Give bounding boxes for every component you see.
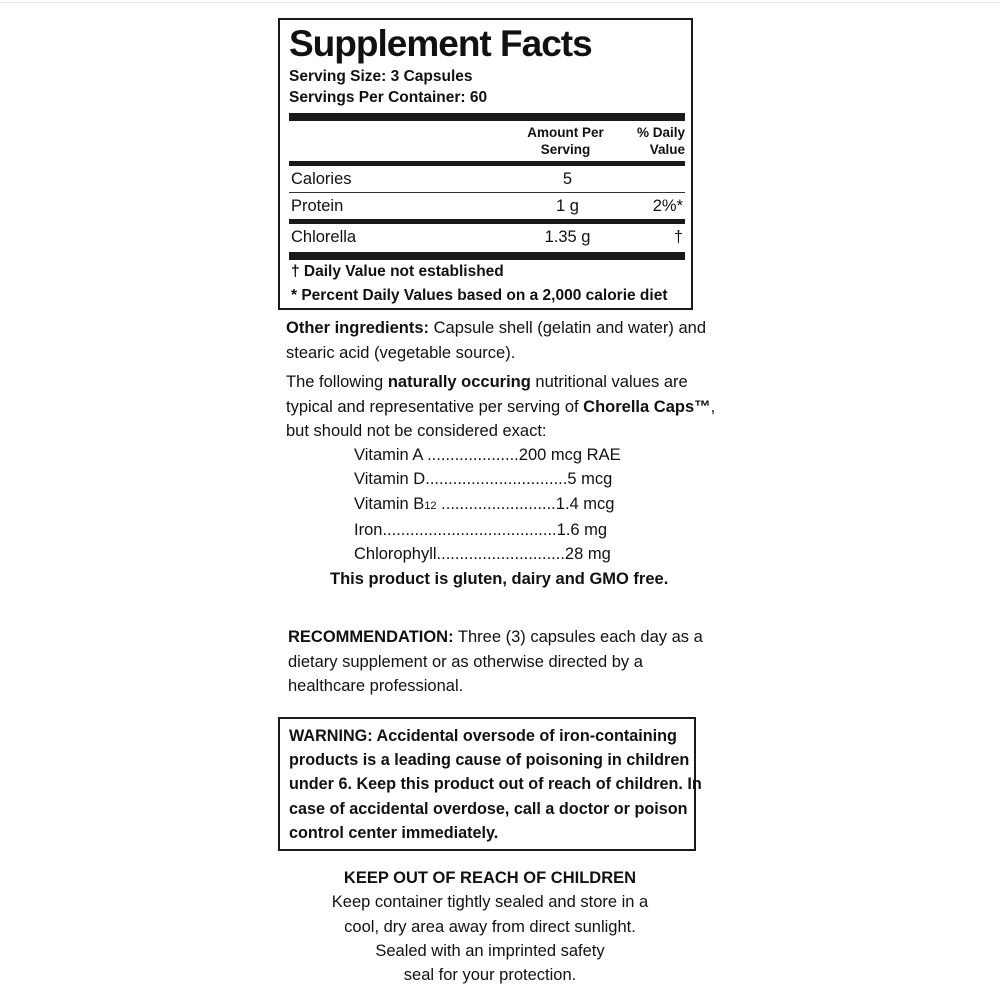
vitamin-row xyxy=(354,518,621,542)
facts-row-calories xyxy=(289,166,685,192)
keep-out-heading: KEEP OUT OF REACH OF CHILDREN xyxy=(343,869,637,887)
recommendation xyxy=(288,625,703,699)
nutrient-dv: † xyxy=(673,227,683,246)
facts-row-protein xyxy=(289,193,685,219)
note-text: The following xyxy=(286,373,388,391)
vitamin-row xyxy=(354,492,621,518)
nutrient-name: Calories xyxy=(291,169,352,188)
warning-line: under 6. Keep this product out of reach of children. In xyxy=(289,775,702,794)
vitamin-subscript: 12 xyxy=(424,499,437,512)
vitamin-value: 1.4 mcg xyxy=(555,494,615,513)
leader-dots: ...................................... xyxy=(382,520,557,539)
vitamin-list xyxy=(354,443,621,566)
vitamin-name: Vitamin A xyxy=(354,446,423,464)
storage-line: Sealed with an imprinted safety xyxy=(375,941,605,960)
vitamin-row xyxy=(354,443,621,467)
recommendation-text: Three (3) capsules each day as a xyxy=(453,628,703,646)
vitamin-name: Iron xyxy=(354,520,383,539)
nutritional-note xyxy=(286,370,715,444)
warning-line: case of accidental overdose, call a doctor or poison xyxy=(289,799,688,818)
recommendation-label: RECOMMENDATION: xyxy=(288,628,454,646)
storage-line: seal for your protection. xyxy=(403,966,577,985)
vitamin-name: Vitamin D xyxy=(354,470,426,489)
note-text: typical and representative per serving of xyxy=(286,397,584,416)
dv-header-line1: % Daily xyxy=(636,125,685,140)
note-text: but should not be considered exact: xyxy=(286,422,547,440)
top-divider xyxy=(0,2,1000,3)
storage-instructions xyxy=(280,866,700,987)
serving-size: Serving Size: 3 Capsules xyxy=(289,68,473,85)
storage-line: cool, dry area away from direct sunlight. xyxy=(344,917,636,936)
vitamin-value: 28 mg xyxy=(564,545,611,564)
footnote-dagger: † Daily Value not established xyxy=(291,263,504,280)
vitamin-value: 5 mcg xyxy=(567,470,613,489)
note-text: , xyxy=(710,397,716,416)
other-ingredients xyxy=(286,316,706,365)
warning-box xyxy=(278,717,702,851)
facts-row-chlorella xyxy=(289,224,685,250)
dv-header-line2: Value xyxy=(649,142,685,157)
nutrient-amount: 1 g xyxy=(556,196,579,215)
footer-divider xyxy=(289,252,685,260)
warning-line: WARNING: Accidental oversode of iron-containing xyxy=(289,727,677,745)
leader-dots: ............................ xyxy=(436,545,565,564)
vitamin-row xyxy=(354,542,621,566)
warning-line: control center immediately. xyxy=(289,823,499,842)
other-ingredients-text: Capsule shell (gelatin and water) and xyxy=(429,319,707,337)
vitamin-value: 200 mcg RAE xyxy=(518,446,621,464)
amount-header-line1: Amount Per xyxy=(527,125,604,140)
amount-header-line2: Serving xyxy=(540,142,591,157)
other-ingredients-text-2: stearic acid (vegetable source). xyxy=(286,343,516,362)
servings-per-container: Servings Per Container: 60 xyxy=(289,89,488,106)
footnote-percent: * Percent Daily Values based on a 2,000 calorie diet xyxy=(291,287,668,304)
leader-dots: ......................... xyxy=(436,494,556,513)
vitamin-name: Chlorophyll xyxy=(354,545,437,564)
leader-dots: .................... xyxy=(422,446,519,464)
facts-table-header xyxy=(289,121,685,161)
warning-line: products is a leading cause of poisoning in children xyxy=(289,751,690,770)
recommendation-text-2: dietary supplement or as otherwise directed by a xyxy=(288,652,643,671)
daily-value-header xyxy=(620,124,685,158)
note-text: nutritional values are xyxy=(530,373,688,391)
vitamin-row xyxy=(354,467,621,491)
nutrient-name: Chlorella xyxy=(291,227,357,246)
nutrient-amount: 1.35 g xyxy=(544,227,591,246)
recommendation-text-3: healthcare professional. xyxy=(288,677,464,695)
note-bold: naturally occuring xyxy=(387,373,531,391)
nutrient-name: Protein xyxy=(291,196,344,215)
vitamin-name: Vitamin B xyxy=(354,494,425,513)
nutrient-amount: 5 xyxy=(562,169,573,188)
gluten-free-statement: This product is gluten, dairy and GMO free. xyxy=(330,570,669,588)
amount-per-serving-header xyxy=(511,124,620,158)
leader-dots: ............................... xyxy=(425,470,568,489)
thick-divider xyxy=(289,113,685,121)
supplement-facts-title: Supplement Facts xyxy=(289,23,592,64)
vitamin-value: 1.6 mg xyxy=(556,520,608,539)
supplement-facts-panel xyxy=(278,18,693,310)
product-name: Chorella Caps™ xyxy=(583,397,711,416)
other-ingredients-label: Other ingredients: xyxy=(286,319,430,337)
storage-line: Keep container tightly sealed and store in a xyxy=(331,893,649,912)
nutrient-dv: 2%* xyxy=(652,196,683,215)
